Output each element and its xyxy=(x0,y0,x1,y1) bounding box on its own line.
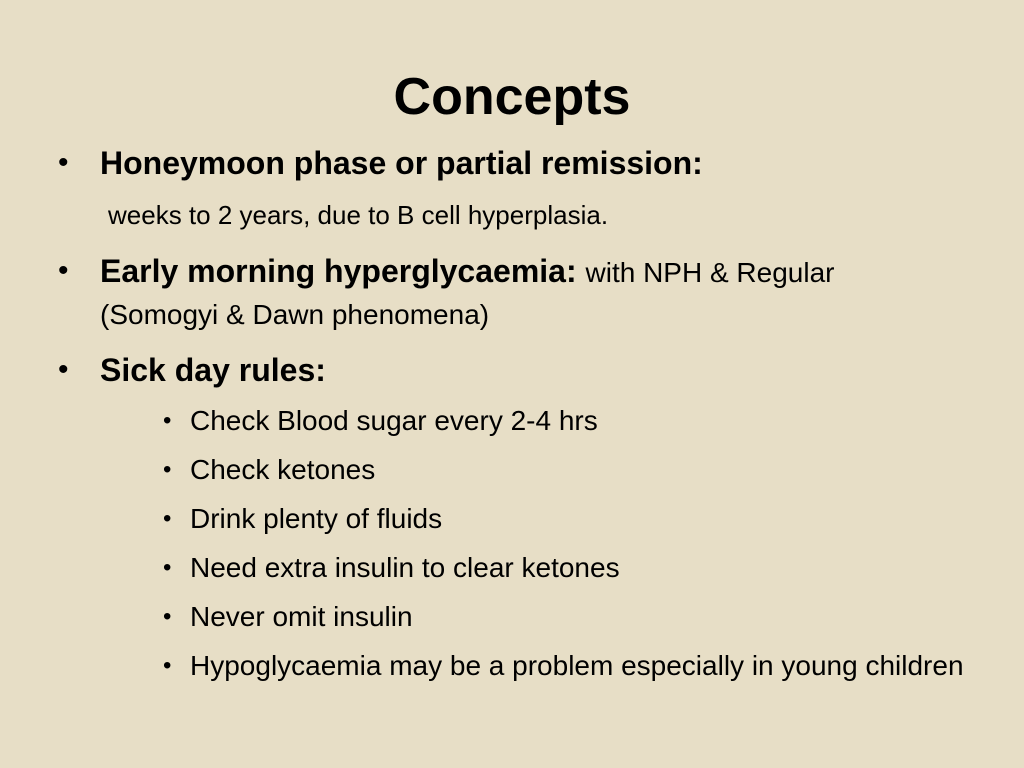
bullet-sick-day xyxy=(58,350,960,390)
bullet-detail: weeks to 2 years, due to B cell hyperplasia. xyxy=(108,200,609,230)
bullet-dot: • xyxy=(58,353,69,386)
sick-day-rule: • Never omit insulin xyxy=(190,597,970,637)
bullet-dot: • xyxy=(58,254,69,287)
bullet-detail-continuation: (Somogyi & Dawn phenomena) xyxy=(100,299,490,330)
bullet-honeymoon xyxy=(58,143,960,183)
sick-day-rule: • Need extra insulin to clear ketones xyxy=(190,548,970,588)
bullet-heading: Sick day rules: xyxy=(100,352,326,388)
sick-day-rule: • Drink plenty of fluids xyxy=(190,499,970,539)
bullet-heading: Honeymoon phase or partial remission: xyxy=(100,145,703,181)
bullet-heading: Early morning hyperglycaemia: xyxy=(100,253,577,289)
bullet-dot: • xyxy=(58,146,69,179)
sick-day-rule: • Check Blood sugar every 2-4 hrs xyxy=(190,401,970,441)
sick-day-rule: • Check ketones xyxy=(190,450,970,490)
sick-day-rules-list xyxy=(190,401,970,695)
bullet-early-morning xyxy=(58,251,960,293)
bullet-inline-detail: with NPH & Regular xyxy=(585,257,835,288)
sick-day-rule: • Hypoglycaemia may be a problem especially in young children xyxy=(190,646,970,686)
slide-title: Concepts xyxy=(393,68,631,126)
